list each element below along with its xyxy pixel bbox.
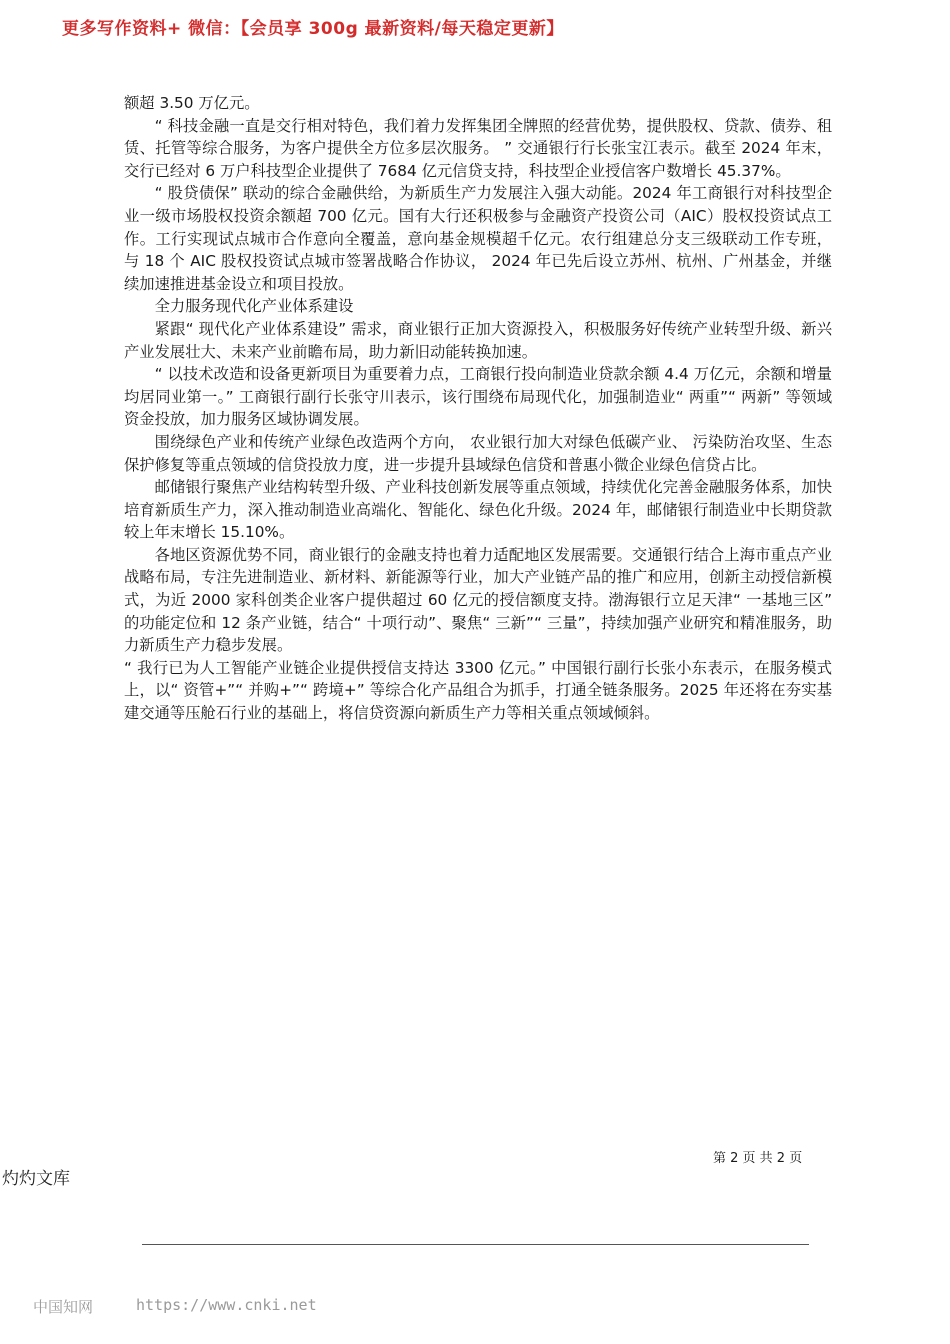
article-paragraph: 邮储银行聚焦产业结构转型升级、产业科技创新发展等重点领域，持续优化完善金融服务体系，加快培育新质生产力，深入推动制造业高端化、智能化、绿色化升级。2024 年，邮储银行制造业中长期贷款较上年末增长 15.10%。 bbox=[124, 478, 832, 542]
footer-divider bbox=[142, 1244, 809, 1245]
article-paragraph: “ 股贷债保” 联动的综合金融供给，为新质生产力发展注入强大动能。2024 年工商银行对科技型企业一级市场股权投资余额超 700 亿元。国有大行还积极参与金融资产投资公司（AIC）股权投资试点工作。工行实现试点城市合作意向全覆盖，意向基金规模超千亿元。农行组建总分支三级联动工作专班， 与 18 个 AIC 股权投资试点城市签署战略合作协议， 2024 年已先后设立苏州、杭州、广州基金，并继续加速推进基金设立和项目投放。 bbox=[124, 184, 832, 293]
watermark-text: 灼灼文库 bbox=[2, 1169, 70, 1189]
footer-brand: 中国知网 bbox=[33, 1298, 94, 1316]
article-paragraph: “ 科技金融一直是交行相对特色，我们着力发挥集团全牌照的经营优势，提供股权、贷款、债券、租赁、托管等综合服务，为客户提供全方位多层次服务。 ” 交通银行行长张宝江表示。截至 2024 年末，交行已经对 6 万户科技型企业提供了 7684 亿元信贷支持，科技型企业授信客户数增长 45.37%。 bbox=[124, 116, 832, 180]
article-paragraph: 各地区资源优势不同，商业银行的金融支持也着力适配地区发展需要。交通银行结合上海市重点产业战略布局，专注先进制造业、新材料、新能源等行业，加大产业链产品的推广和应用，创新主动授信新模式，为近 2000 家科创类企业客户提供超过 60 亿元的授信额度支持。渤海银行立足天津“ 一基地三区” 的功能定位和 12 条产业链，结合“ 十项行动”、聚焦“ 三新”“ 三量”，持续加强产业研究和精准服务，助力新质生产力稳步发展。 bbox=[124, 545, 833, 655]
article-body bbox=[124, 92, 832, 725]
footer-url-link[interactable]: https://www.cnki.net bbox=[136, 1296, 317, 1314]
promo-banner: 更多写作资料+ 微信：【会员享 300g 最新资料/每天稳定更新】 bbox=[62, 19, 564, 39]
article-paragraph: 额超 3.50 万亿元。 bbox=[124, 94, 260, 112]
article-paragraph: 紧跟“ 现代化产业体系建设” 需求，商业银行正加大资源投入，积极服务好传统产业转型升级、新兴产业发展壮大、未来产业前瞻布局，助力新旧动能转换加速。 bbox=[124, 319, 832, 361]
article-paragraph: “ 我行已为人工智能产业链企业提供授信支持达 3300 亿元。” 中国银行副行长张小东表示，在服务模式上，以“ 资管+”“ 并购+”“ 跨境+” 等综合化产品组合为抓手，打通全链条服务。2025 年还将在夯实基建交通等压舱石行业的基础上，将信贷资源向新质生产力等相关重点领域倾斜。 bbox=[124, 658, 832, 723]
article-paragraph: “ 以技术改造和设备更新项目为重要着力点，工商银行投向制造业贷款余额 4.4 万亿元，余额和增量均居同业第一。” 工商银行副行长张守川表示，该行围绕布局现代化，加强制造业“ 两重”“ 两新” 等领域资金投放，加力服务区域协调发展。 bbox=[124, 365, 832, 429]
article-paragraph: 全力服务现代化产业体系建设 bbox=[154, 297, 354, 316]
page-number: 第 2 页 共 2 页 bbox=[713, 1151, 803, 1166]
article-paragraph: 围绕绿色产业和传统产业绿色改造两个方向， 农业银行加大对绿色低碳产业、 污染防治攻坚、生态保护修复等重点领域的信贷投放力度，进一步提升县域绿色信贷和普惠小微企业绿色信贷占比。 bbox=[124, 432, 832, 474]
